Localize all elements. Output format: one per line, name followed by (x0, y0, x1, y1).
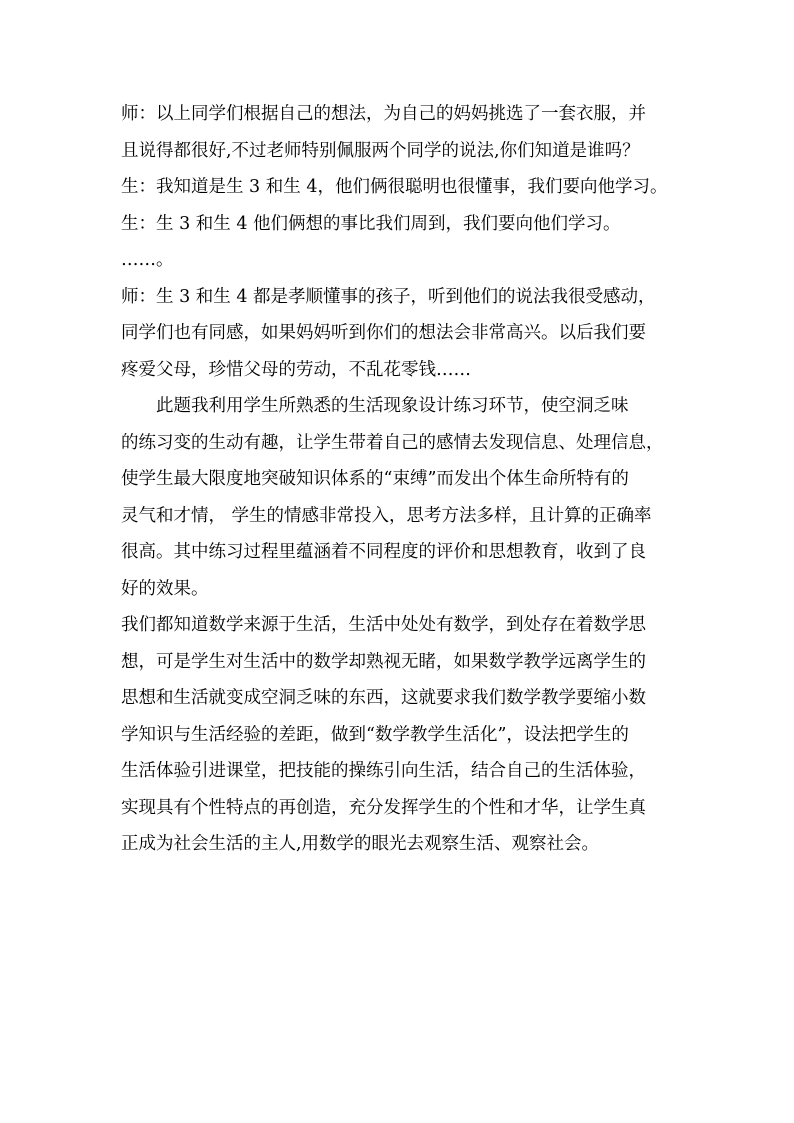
dialogue-line: 疼爱父母，珍惜父母的劳动，不乱花零钱…… (121, 359, 471, 380)
paragraph-line: 灵气和才情， 学生的情感非常投入，思考方法多样，且计算的正确率 (121, 505, 652, 526)
dialogue-line: 师：以上同学们根据自己的想法，为自己的妈妈挑选了一套衣服，并 (121, 104, 646, 124)
dialogue-line: 且说得都很好,不过老师特别佩服两个同学的说法,你们知道是谁吗？ (121, 140, 640, 161)
dialogue-line: 生：我知道是生 3 和生 4，他们俩很聪明也很懂事，我们要向他学习。 (121, 177, 668, 197)
dialogue-line: ……。 (121, 250, 174, 270)
body-text (121, 96, 681, 863)
paragraph-line: 学知识与生活经验的差距，做到“数学教学生活化”，设法把学生的 (121, 724, 629, 745)
paragraph-line: 正成为社会生活的主人,用数学的眼光去观察生活、观察社会。 (121, 834, 600, 854)
dialogue-line: 同学们也有同感，如果妈妈听到你们的想法会非常高兴。以后我们要 (121, 323, 646, 343)
paragraph-line: 的练习变的生动有趣，让学生带着自己的感情去发现信息、处理信息， (121, 432, 664, 453)
paragraph-line: 很高。其中练习过程里蕴涵着不同程度的评价和思想教育，收到了良 (121, 542, 646, 562)
paragraph-line: 好的效果。 (121, 578, 209, 599)
paragraph-line: 思想和生活就变成空洞乏味的东西，这就要求我们数学教学要缩小数 (121, 688, 646, 708)
paragraph-line: 我们都知道数学来源于生活，生活中处处有数学，到处存在着数学思 (121, 615, 646, 635)
dialogue-line: 师：生 3 和生 4 都是孝顺懂事的孩子，听到他们的说法我很受感动， (121, 286, 656, 307)
dialogue-line: 生：生 3 和生 4 他们俩想的事比我们周到，我们要向他们学习。 (121, 213, 621, 234)
paragraph-line: 想，可是学生对生活中的数学却熟视无睹，如果数学教学远离学生的 (121, 651, 646, 672)
paragraph-line: 实现具有个性特点的再创造，充分发挥学生的个性和才华，让学生真 (121, 797, 646, 818)
paragraph-line: 使学生最大限度地突破知识体系的“束缚”而发出个体生命所特有的 (121, 469, 629, 489)
paragraph-line: 生活体验引进课堂，把技能的操练引向生活，结合自己的生活体验， (121, 761, 646, 781)
paragraph-line: 此题我利用学生所熟悉的生活现象设计练习环节，使空洞乏味 (156, 396, 629, 416)
